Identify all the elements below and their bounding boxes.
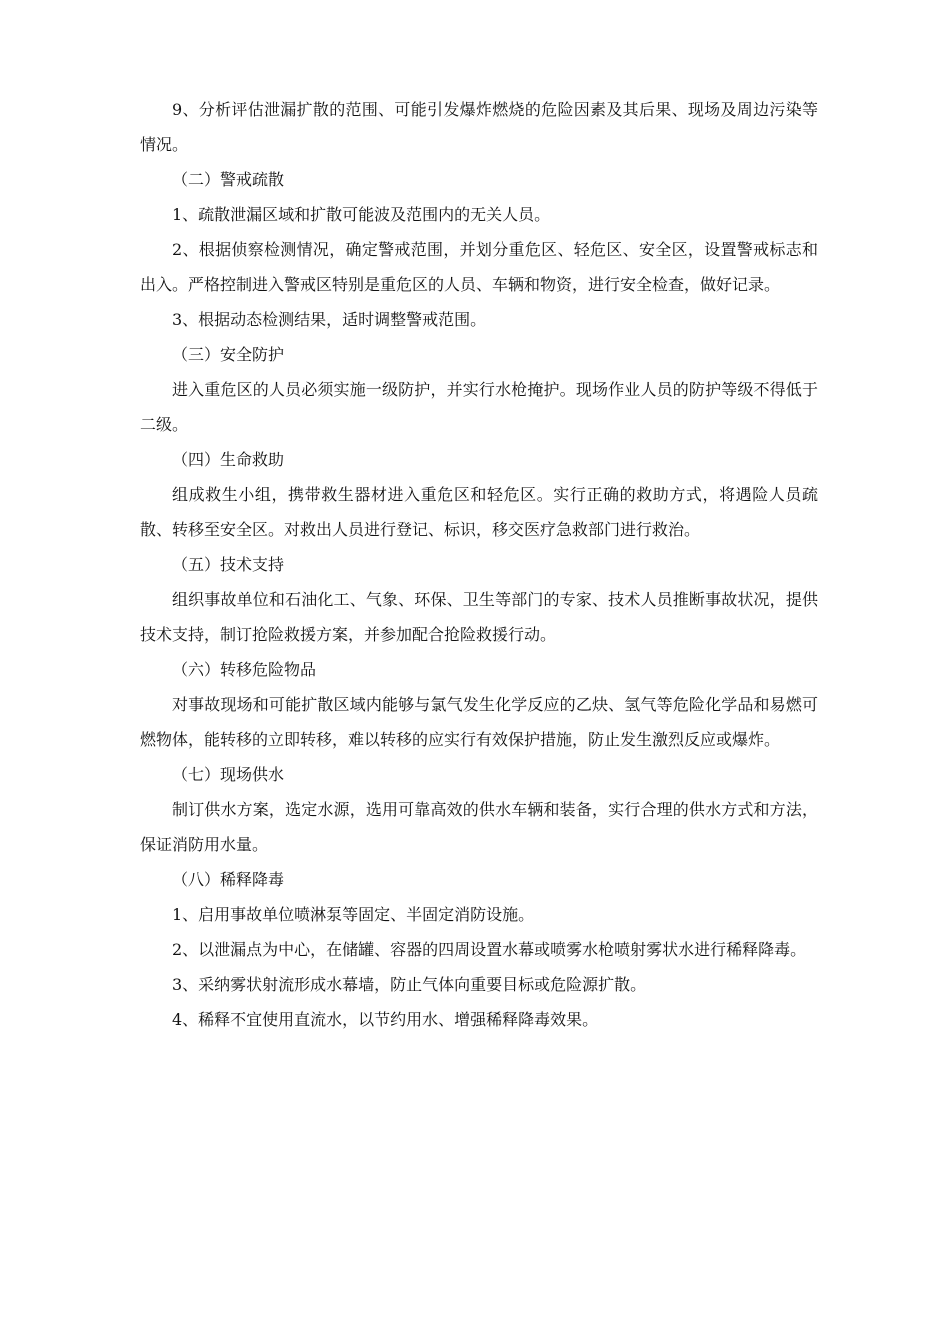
- paragraph-water-curtain: 2、以泄漏点为中心，在储罐、容器的四周设置水幕或喷雾水枪喷射雾状水进行稀释降毒。: [172, 940, 807, 959]
- paragraph-water-supply-plan: 制订供水方案，选定水源，选用可靠高效的供水车辆和装备，实行合理的供水方式和方法，保证消防用水量。: [140, 800, 818, 854]
- section-heading-water-supply: （七）现场供水: [172, 765, 285, 784]
- paragraph-rescue-team: 组成救生小组，携带救生器材进入重危区和轻危区。实行正确的救助方式，将遇险人员疏散、转移至安全区。对救出人员进行登记、标识，移交医疗急救部门进行救治。: [140, 485, 818, 539]
- paragraph-protection-level: 进入重危区的人员必须实施一级防护，并实行水枪掩护。现场作业人员的防护等级不得低于二级。: [140, 380, 818, 434]
- section-heading-life-rescue: （四）生命救助: [172, 450, 285, 469]
- paragraph-evacuate-personnel: 1、疏散泄漏区域和扩散可能波及范围内的无关人员。: [172, 205, 551, 224]
- paragraph-adjust-warning-range: 3、根据动态检测结果，适时调整警戒范围。: [172, 310, 487, 329]
- document-body: [140, 92, 818, 1037]
- paragraph-sprinkler-facilities: 1、启用事故单位喷淋泵等固定、半固定消防设施。: [172, 905, 535, 924]
- section-heading-safety-protection: （三）安全防护: [172, 345, 285, 364]
- section-heading-transfer-hazardous-goods: （六）转移危险物品: [172, 660, 317, 679]
- section-heading-dilution: （八）稀释降毒: [172, 870, 285, 889]
- paragraph-avoid-direct-stream: 4、稀释不宜使用直流水，以节约用水、增强稀释降毒效果。: [172, 1010, 599, 1029]
- paragraph-transfer-chemicals: 对事故现场和可能扩散区域内能够与氯气发生化学反应的乙炔、氢气等危险化学品和易燃可燃物体，能转移的立即转移，难以转移的应实行有效保护措施，防止发生激烈反应或爆炸。: [140, 695, 818, 749]
- paragraph-item-9-assessment: 9、分析评估泄漏扩散的范围、可能引发爆炸燃烧的危险因素及其后果、现场及周边污染等情况。: [140, 100, 818, 154]
- paragraph-expert-support: 组织事故单位和石油化工、气象、环保、卫生等部门的专家、技术人员推断事故状况，提供技术支持，制订抢险救援方案，并参加配合抢险救援行动。: [140, 590, 818, 644]
- paragraph-mist-wall: 3、采纳雾状射流形成水幕墙，防止气体向重要目标或危险源扩散。: [172, 975, 647, 994]
- section-heading-technical-support: （五）技术支持: [172, 555, 285, 574]
- paragraph-define-warning-zone: 2、根据侦察检测情况，确定警戒范围，并划分重危区、轻危区、安全区，设置警戒标志和出入。严格控制进入警戒区特别是重危区的人员、车辆和物资，进行安全检查，做好记录。: [140, 240, 818, 294]
- section-heading-warning-evacuation: （二）警戒疏散: [172, 170, 285, 189]
